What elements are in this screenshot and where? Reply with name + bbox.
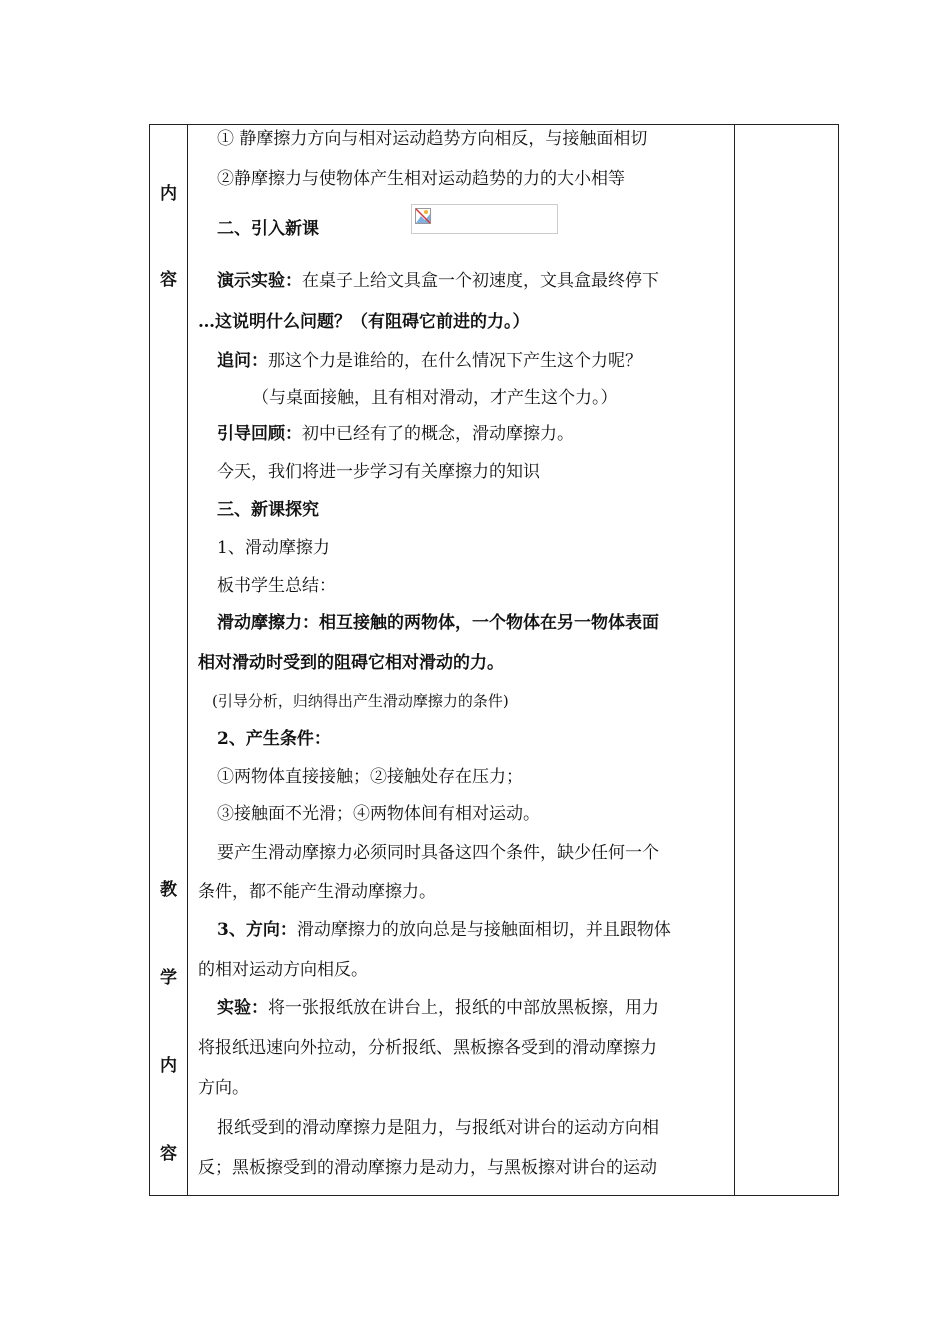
section-heading: 2、产生条件： <box>217 729 331 749</box>
content-line <box>217 351 642 371</box>
content-line: ②静摩擦力与使物体产生相对运动趋势的力的大小相等 <box>217 169 625 189</box>
content-line: 反；黑板擦受到的滑动摩擦力是动力，与黑板擦对讲台的运动 <box>198 1158 657 1178</box>
line-label: 追问： <box>217 351 268 371</box>
content-line <box>217 424 574 444</box>
content-line: 1、滑动摩擦力 <box>217 538 330 558</box>
line-label: 引导回顾： <box>217 424 302 444</box>
side-label-bot-1: 教 <box>160 880 177 900</box>
side-label-bot-3: 内 <box>160 1056 177 1076</box>
line-label: 实验： <box>217 998 268 1018</box>
content-line: 板书学生总结： <box>217 576 336 596</box>
side-label-bot-4: 容 <box>160 1144 177 1164</box>
content-line: （与桌面接触，且有相对滑动，才产生这个力。） <box>252 388 618 408</box>
content-line: ③接触面不光滑；④两物体间有相对运动。 <box>217 804 540 824</box>
section-heading: 三、新课探究 <box>217 500 319 520</box>
line-text: 滑动摩擦力的放向总是与接触面相切，并且跟物体 <box>296 920 671 940</box>
line-text: 那这个力是谁给的，在什么情况下产生这个力呢？ <box>268 351 642 371</box>
section-heading: 二、引入新课 <box>217 219 319 239</box>
content-line <box>217 271 659 291</box>
content-line <box>217 998 659 1018</box>
content-line: 的相对运动方向相反。 <box>198 960 368 980</box>
side-label-top-2: 容 <box>160 270 177 290</box>
broken-image-icon <box>415 208 431 224</box>
content-line: (引导分析，归纳得出产生滑动摩擦力的条件) <box>212 692 509 710</box>
lesson-table <box>149 124 839 1196</box>
content-line: 今天，我们将进一步学习有关摩擦力的知识 <box>217 462 540 482</box>
column-divider-left <box>187 125 188 1195</box>
line-text: 在桌子上给文具盒一个初速度，文具盒最终停下 <box>302 271 659 291</box>
side-label-top-1: 内 <box>160 184 177 204</box>
line-label: 演示实验： <box>217 271 302 291</box>
embedded-image-placeholder <box>411 204 558 234</box>
content-line: 报纸受到的滑动摩擦力是阻力，与报纸对讲台的运动方向相 <box>217 1118 659 1138</box>
content-line: ①两物体直接接触；②接触处存在压力； <box>217 767 523 787</box>
line-label: 3、方向： <box>217 920 297 940</box>
content-line: 条件，都不能产生滑动摩擦力。 <box>198 882 436 902</box>
content-line: 将报纸迅速向外拉动，分析报纸、黑板擦各受到的滑动摩擦力 <box>198 1038 657 1058</box>
content-line: 滑动摩擦力：相互接触的两物体，一个物体在另一物体表面 <box>217 613 659 633</box>
content-line: 方向。 <box>198 1078 249 1098</box>
side-label-bot-2: 学 <box>160 968 177 988</box>
content-line: …这说明什么问题？（有阻碍它前进的力。） <box>198 312 530 332</box>
content-line <box>217 920 671 940</box>
column-divider-right <box>734 125 735 1195</box>
content-line: ① 静摩擦力方向与相对运动趋势方向相反，与接触面相切 <box>217 129 648 149</box>
content-line: 相对滑动时受到的阻碍它相对滑动的力。 <box>198 653 504 673</box>
content-line: 要产生滑动摩擦力必须同时具备这四个条件，缺少任何一个 <box>217 843 659 863</box>
line-text: 将一张报纸放在讲台上，报纸的中部放黑板擦，用力 <box>268 998 659 1018</box>
line-text: 初中已经有了的概念，滑动摩擦力。 <box>302 424 574 444</box>
